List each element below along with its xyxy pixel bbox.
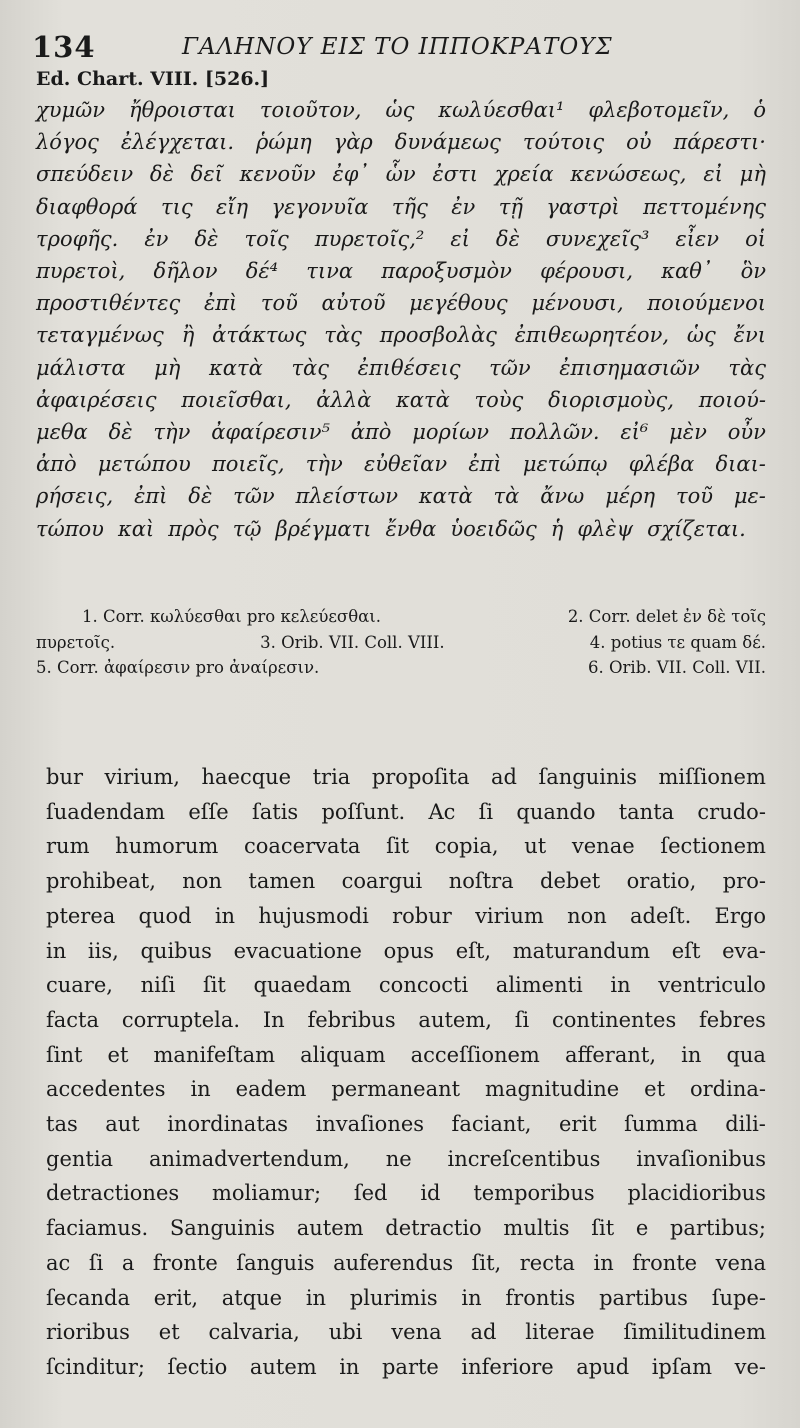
text-line: χυμῶν ἤθροισται τοιοῦτον, ὡς κωλύεσθαι¹ φλεβοτομεῖν, ὁ [36, 98, 766, 122]
footnotes-block [36, 604, 766, 681]
text-line: ἀπὸ μετώπου ποιεῖς, τὴν εὐθεῖαν ἐπὶ μετώπῳ φλέβα διαι- [36, 452, 766, 477]
text-line: accedentes in eadem permaneant magnitudine et ordina- [46, 1077, 766, 1102]
greek-text-block [36, 94, 766, 545]
text-line: τώπου καὶ πρὸς τῷ βρέγματι ἔνθα ὑοειδῶς ἡ φλὲψ σχίζεται. [36, 516, 746, 541]
text-line: cuare, niſi ſit quaedam concocti alimenti in ventriculo [46, 973, 766, 998]
text-line: prohibeat, non tamen coargui noſtra debet oratio, pro- [46, 869, 766, 894]
text-line: detractiones moliamur; ſed id temporibus placidioribus [46, 1181, 766, 1206]
edition-reference: Ed. Chart. VIII. [526.] [36, 68, 270, 90]
page-header [32, 30, 772, 64]
text-line: gentia animadvertendum, ne increſcentibus invaſionibus [46, 1146, 766, 1171]
text-line: ſint et manifeſtam aliquam acceſſionem afferant, in qua [46, 1042, 766, 1067]
footnote-row [36, 655, 766, 681]
text-line: τροφῆς. ἐν δὲ τοῖς πυρετοῖς,² εἰ δὲ συνεχεῖς³ εἶεν οἱ [36, 226, 766, 251]
text-line: προστιθέντες ἐπὶ τοῦ αὐτοῦ μεγέθους μένουσι, ποιούμενοι [36, 291, 766, 316]
text-line: tas aut inordinatas invaſiones faciant, erit ſumma dili- [46, 1112, 766, 1137]
text-line: ρήσεις, ἐπὶ δὲ τῶν πλείστων κατὰ τὰ ἄνω μέρη τοῦ με- [36, 484, 766, 509]
latin-text-block [46, 760, 766, 1385]
text-line: rioribus et calvaria, ubi vena ad literae ſimilitudinem [46, 1320, 766, 1345]
text-line: ac ſi a fronte ſanguis auferendus ſit, recta in fronte vena [46, 1250, 766, 1275]
text-line: μάλιστα μὴ κατὰ τὰς ἐπιθέσεις τῶν ἐπισημασιῶν τὰς [36, 355, 766, 380]
text-line: ſecanda erit, atque in plurimis in frontis partibus ſupe- [46, 1285, 766, 1310]
footnote-entry: 2. Corr. delet ἐν δὲ τοῖς [567, 607, 766, 626]
footnote-entry: 4. potius τε quam δέ. [589, 632, 766, 652]
text-line: πυρετοὶ, δῆλον δέ⁴ τινα παροξυσμὸν φέρουσι, καθ᾽ ὃν [36, 259, 766, 284]
text-line: facta corruptela. In febribus autem, ſi continentes febres [46, 1007, 766, 1032]
footnote-entry: 5. Corr. ἀφαίρεσιν pro ἀναίρεσιν. [36, 658, 320, 677]
footnote-entry: 6. Orib. VII. Coll. VII. [588, 658, 766, 677]
text-line: ἀφαιρέσεις ποιεῖσθαι, ἀλλὰ κατὰ τοὺς διορισμοὺς, ποιού- [36, 387, 766, 412]
text-line: λόγος ἐλέγχεται. ῥώμη γὰρ δυνάμεως τούτοις οὐ πάρεστι· [36, 130, 766, 155]
footnote-entry: 1. Corr. κωλύεσθαι pro κελεύεσθαι. [82, 607, 381, 626]
text-line: ſcinditur; ſectio autem in parte inferiore apud ipſam ve- [46, 1354, 766, 1379]
text-line: rum humorum coacervata ſit copia, ut venae ſectionem [46, 834, 766, 859]
footnote-row [36, 604, 766, 630]
footnote-entry: 3. Orib. VII. Coll. VIII. [260, 632, 445, 652]
page-number: 134 [32, 30, 96, 64]
text-line: τεταγμένως ἢ ἀτάκτως τὰς προσβολὰς ἐπιθεωρητέον, ὡς ἔνι [36, 323, 766, 348]
text-line: ſuadendam eſſe ſatis poſſunt. Ac ſi quando tanta crudo- [46, 799, 766, 824]
text-line: bur virium, haecque tria propoſita ad ſanguinis miſſionem [46, 765, 766, 789]
text-line: faciamus. Sanguinis autem detractio multis ſit e partibus; [46, 1216, 766, 1241]
footnote-row [36, 630, 766, 656]
running-title: ΓΑΛΗΝΟΥ ΕΙΣ ΤΟ ΙΠΠΟΚΡΑΤΟΥΣ [182, 34, 613, 60]
text-line: σπεύδειν δὲ δεῖ κενοῦν ἐφ᾽ ὧν ἐστι χρεία κενώσεως, εἰ μὴ [36, 162, 766, 187]
text-line: διαφθορά τις εἴη γεγονυῖα τῆς ἐν τῇ γαστρὶ πεττομένης [36, 194, 766, 219]
footnote-entry: πυρετοῖς. [36, 632, 116, 652]
text-line: μεθα δὲ τὴν ἀφαίρεσιν⁵ ἀπὸ μορίων πολλῶν. εἰ⁶ μὲν οὖν [36, 420, 766, 445]
text-line: in iis, quibus evacuatione opus eſt, maturandum eſt eva- [46, 938, 766, 963]
text-line: pterea quod in hujusmodi robur virium non adeſt. Ergo [46, 903, 766, 928]
